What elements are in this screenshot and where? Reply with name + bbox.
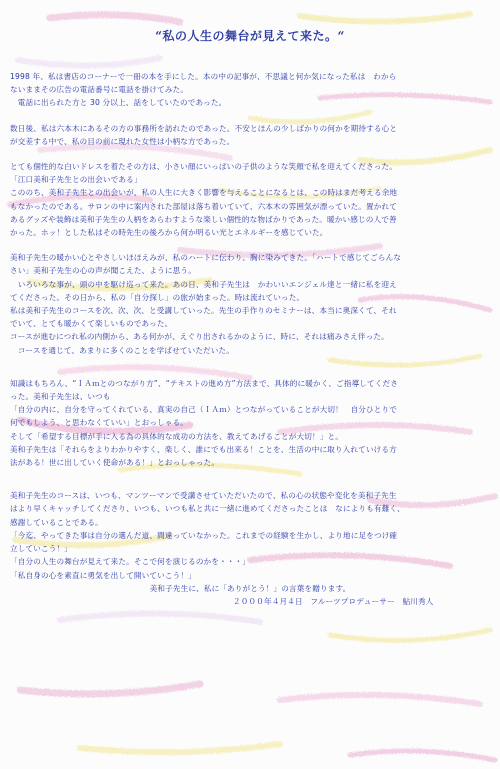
text-line: 感謝していることである。 <box>10 517 103 527</box>
letter-body <box>10 70 490 608</box>
text-line: が交差する中で、私の目の前に現れた女性は小柄な方であった。 <box>10 136 235 146</box>
text-line: てくださった。その日から、私の「自分探し」の旅が始まった。時は流れていった。 <box>10 292 305 302</box>
text-line: 美和子先生のコースは、いつも、マンツーマンで受講させていただいたので、私の心の状態や変化を美和子先生 <box>10 491 397 501</box>
text-line: とても個性的な白いドレスを着たその方は、小さい顔にいっぱいの子供のような笑顔で私を迎えてくださった。 <box>10 162 397 172</box>
text-line: 「江口美和子先生との出会いである」 <box>10 175 142 185</box>
closing-line: 美和子先生に、私に「ありがとう！」の言葉を贈ります。 <box>149 583 351 593</box>
text-line: 法がある！世に出していく使命がある！」とおっしゃった。 <box>10 458 220 468</box>
text-line: 数日後、私は六本木にあるその方の事務所を訪れたのであった。不安とほんの少しばかりの何かを期待する心と <box>10 123 398 133</box>
text-line: 立していこう！」 <box>10 544 72 554</box>
text-line: さい」美和子先生の心の声が聞こえた、ように思う。 <box>10 266 196 276</box>
text-line: 私は美和子先生のコースを次、次、次、と受講していった。先生の手作りのセミナーは、本当に奥深くて、それ <box>10 306 397 316</box>
text-line: 美和子先生は「それらをよりわかりやすく、楽しく、誰にでも出来る！ことを、生活の中に取り入れていける方 <box>10 444 397 454</box>
text-line: こののち、美和子先生との出会いが、私の人生に大きく影響を与えることになるとは、この時はまだ考える余地 <box>10 188 398 198</box>
text-line: 電話に出られた方と 30 分以上、話をしていたのであった。 <box>10 98 227 108</box>
text-line: そして「希望する目標が手に入る為の具体的な成功の方法を、教えてあげることが大切！」と。 <box>10 431 343 441</box>
text-line: かった。ホッ！とした私はその時先生の後ろから何か明るい光とエネルギーを感じていた。 <box>10 228 328 238</box>
text-line: あるグッズや装飾は美和子先生の人柄をあらわすような楽しい個性的な物ばかりであった。暖かい感じの人で善 <box>10 214 397 224</box>
text-line: 美和子先生の暖かい心とやさしいほほえみが、私のハートに伝わり、胸に染みてきた。「ハートで感じてごらんな <box>10 253 402 263</box>
text-line: いろいろな事が、頭の中を駆け巡って来た。あの日、美和子先生は かわいいエンジェル達と一緒に私を迎え <box>10 279 397 289</box>
text-line: はより早くキャッチしてくださり、いつも、いつも私と共に一緒に進めてくださったことは なによりも有難く、 <box>10 504 405 514</box>
text-line: もなかったのである。サロンの中に案内された部屋は落ち着いていて、六本木の雰囲気が漂っていた。置かれて <box>10 201 398 211</box>
text-line: 「自分の内に、自分を守ってくれている、真実の自己（ＩＡｍ）とつながっていることが大切！ 自分ひとりで <box>10 405 398 415</box>
text-line: コースを通じて、あまりに多くのことを学ばせていただいた。 <box>10 345 235 355</box>
text-line: 何でもしよう、と思わなくていい」とおっしゃる。 <box>10 418 189 428</box>
text-line: 「自分の人生の舞台が見えて来た。そこで何を演じるのかを・・・」 <box>10 557 251 567</box>
text-line: でいて、とても暖かくて楽しいものであった。 <box>10 319 173 329</box>
text-line: 知識はもちろん、“ＩＡｍとのつながり方”、“テキストの進め方”方法まで、具体的に暖かく、ご指導してくださ <box>10 378 399 388</box>
signature-line: ２０００年４月４日 フルーツプロデューサー 鮎川秀人 <box>233 596 434 606</box>
text-line: 「今迄、やってきた事は自分の選んだ道、間違っていなかった。これまでの経験を生かし、より地に足をつけ確 <box>10 530 398 540</box>
text-line: 「私自身の心を素直に勇気を出して開いていこう！」 <box>10 570 196 580</box>
text-line: 1998 年、私は書店のコーナーで一冊の本を手にした。本の中の記事が、不思議と何か気になった私は わから <box>10 72 397 81</box>
text-line: コースが進むにつれ私の内側から、ある何かが、えぐり出されるかのように、時に、それは痛みさえ伴った。 <box>10 332 389 342</box>
text-line: った。美和子先生は、いつも <box>10 392 111 402</box>
page-title: “私の人生の舞台が見えて来た。“ <box>155 29 345 43</box>
text-line: ないままその広告の電話番号に電話を掛けてみた。 <box>10 85 189 95</box>
